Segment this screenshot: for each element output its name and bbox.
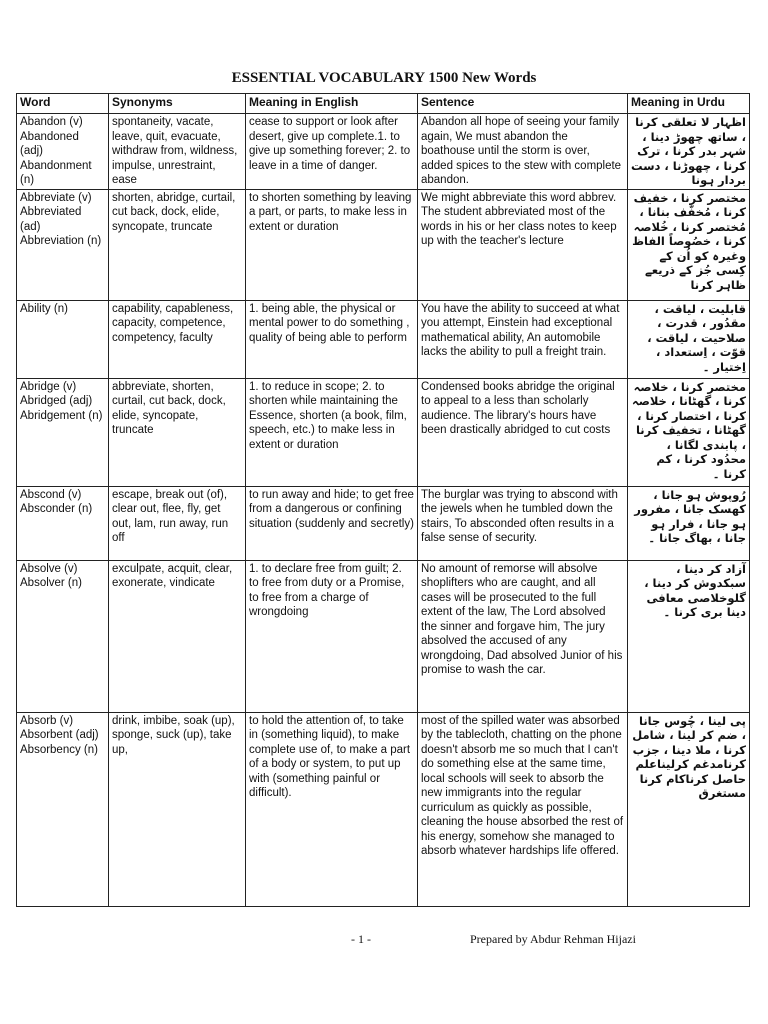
meaning-urdu-cell: قابلیت ، لیاقت ، مقدُور ، قدرت ، صلاحیت ، لیاقت ، قوّت ، اِستعداد ، اِختیار ۔ <box>628 300 750 378</box>
meaning-urdu-cell: آزاد کر دینا ، سبکدوش کر دینا ، گلوخلاصی معافی دینا بری کرنا ۔ <box>628 560 750 712</box>
word-form: Absolver (n) <box>20 577 82 589</box>
synonyms-cell: escape, break out (of), clear out, flee, fly, get out, lam, run away, run off <box>109 486 246 560</box>
table-header-row <box>17 94 750 114</box>
synonyms-cell: spontaneity, vacate, leave, quit, evacuate, withdraw from, wildness, impulse, unrestraint, ease <box>109 114 246 190</box>
synonyms-cell: abbreviate, shorten, curtail, cut back, dock, elide, syncopate, truncate <box>109 378 246 486</box>
word-form: Abridged (adj) <box>20 395 93 407</box>
page-title: ESSENTIAL VOCABULARY 1500 New Words <box>231 70 537 86</box>
word-form: Abandonment (n) <box>20 159 92 186</box>
word-form: Absorb (v) <box>20 714 74 727</box>
table-row <box>17 378 750 486</box>
sentence-cell: Abandon all hope of seeing your family again, We must abandon the boathouse until the storm is over, added spices to the stew with complete abandon. <box>418 114 628 190</box>
meaning-english-cell: to hold the attention of, to take in (something liquid), to make complete use of, to make a part of a body or system, to put up with (something painful or difficult). <box>246 712 418 906</box>
sentence-cell: The burglar was trying to abscond with the jewels when he tumbled down the stairs, To absconded often results in a false sense of security. <box>418 486 628 560</box>
sentence-cell: We might abbreviate this word abbrev. The student abbreviated most of the words in his or her class notes to keep up with the teacher's lecture <box>418 189 628 300</box>
meaning-urdu-cell: مختصر کرنا ، خلاصہ کرنا ، گھٹانا ، خلاصہ کرنا ، اختصار کرنا ، گھٹانا ، تخفیف کرنا ، پابندی لگانا ، محدُود کرنا ، کم کرنا ۔ <box>628 378 750 486</box>
meaning-urdu-cell: اظہار لا تعلقی کرنا ، ساتھ چھوڑ دینا ، شہر بدر کرنا ، ترک کرنا ، چھوڑنا ، دست بردار ہونا <box>628 114 750 190</box>
word-form: Absorbency (n) <box>20 743 98 756</box>
column-header-sentence: Sentence <box>418 94 628 114</box>
word-form: Abbreviation (n) <box>20 235 102 247</box>
word-cell <box>17 486 109 560</box>
column-header-meaning-english: Meaning in English <box>246 94 418 114</box>
table-row <box>17 712 750 906</box>
sentence-cell: Condensed books abridge the original to appeal to a less than scholarly audience. The library's hours have been drastically abridged to cut costs <box>418 378 628 486</box>
word-form: Abandoned (adj) <box>20 130 79 157</box>
word-form: Abscond (v) <box>20 488 82 501</box>
word-form: Abbreviate (v) <box>20 191 92 204</box>
word-form: Absolve (v) <box>20 562 78 575</box>
meaning-english-cell: 1. to reduce in scope; 2. to shorten while maintaining the Essence, shorten (a book, film, speech, etc.) to make less in extent or duration <box>246 378 418 486</box>
word-form: Absorbent (adj) <box>20 729 99 741</box>
meaning-urdu-cell: رُوپوش ہو جانا ، کھسک جانا ، مفرور ہو جانا ، فرار ہو جانا ، بھاگ جانا ۔ <box>628 486 750 560</box>
word-form: Abridgement (n) <box>20 409 103 422</box>
table-row <box>17 300 750 378</box>
table-row <box>17 486 750 560</box>
synonyms-cell: shorten, abridge, curtail, cut back, dock, elide, syncopate, truncate <box>109 189 246 300</box>
word-cell <box>17 712 109 906</box>
word-form: Abridge (v) <box>20 380 77 393</box>
meaning-urdu-cell: پی لینا ، چُوس جانا ، ضم کر لینا ، شامل کرنا ، ملا دینا ، جزب کرنامدغم کرلیناعلم حاصل کرناکام کرنا مستغرق <box>628 712 750 906</box>
column-header-word: Word <box>17 94 109 114</box>
word-form: Abandon (v) <box>20 116 83 128</box>
word-form: Abbreviated (ad) <box>20 206 82 233</box>
synonyms-cell: drink, imbibe, soak (up), sponge, suck (up), take up, <box>109 712 246 906</box>
word-cell <box>17 114 109 190</box>
meaning-english-cell: to shorten something by leaving a part, or parts, to make less in extent or duration <box>246 189 418 300</box>
word-form: Absconder (n) <box>20 503 93 515</box>
vocabulary-table <box>16 93 750 907</box>
synonyms-cell: exculpate, acquit, clear, exonerate, vindicate <box>109 560 246 712</box>
word-cell <box>17 189 109 300</box>
meaning-english-cell: 1. to declare free from guilt; 2. to free from duty or a Promise, to free from a charge of wrongdoing <box>246 560 418 712</box>
sentence-cell: most of the spilled water was absorbed by the tablecloth, chatting on the phone doesn't absorb me so much that I can't do something else at the same time, local schools will seek to absorb the new immigrants into the regular curriculum as quickly as possible, cleaning the house absorbed the rest of his energy, somehow she managed to absorb whatever hardships life offered. <box>418 712 628 906</box>
meaning-english-cell: to run away and hide; to get free from a dangerous or confining situation (suddenly and secretly) <box>246 486 418 560</box>
word-cell <box>17 560 109 712</box>
meaning-urdu-cell: مختصر کرنا ، خفیف کرنا ، مُخفّف بنانا ، مُختصر کرنا ، خُلاصہ کرنا ، خصُوصاً الفاظ وغیرہ کو اُن کے کِسی جُز کے ذریعے ظاہر کرنا <box>628 189 750 300</box>
meaning-english-cell: cease to support or look after desert, give up complete.1. to give up something forever; 2. to leave in a time of danger. <box>246 114 418 190</box>
column-header-meaning-urdu: Meaning in Urdu <box>628 94 750 114</box>
word-cell <box>17 300 109 378</box>
sentence-cell: No amount of remorse will absolve shoplifters who are caught, and all cases will be prosecuted to the full extent of the law, The Lord absolved the sinner and forgave him, The jury absolved the accused of any wrongdoing, Dad absolved Junior of his promise to wash the car. <box>418 560 628 712</box>
synonyms-cell: capability, capableness, capacity, competence, competency, faculty <box>109 300 246 378</box>
table-row <box>17 189 750 300</box>
table-row <box>17 560 750 712</box>
table-row <box>17 114 750 190</box>
meaning-english-cell: 1. being able, the physical or mental power to do something , quality of being able to perform <box>246 300 418 378</box>
sentence-cell: You have the ability to succeed at what you attempt, Einstein had exceptional mathematical ability, An automobile lacks the ability to pull a freight train. <box>418 300 628 378</box>
author-credit: Prepared by Abdur Rehman Hijazi <box>470 932 636 946</box>
word-form: Ability (n) <box>20 302 68 315</box>
column-header-synonyms: Synonyms <box>109 94 246 114</box>
page-number: - 1 - <box>351 932 371 946</box>
word-cell <box>17 378 109 486</box>
